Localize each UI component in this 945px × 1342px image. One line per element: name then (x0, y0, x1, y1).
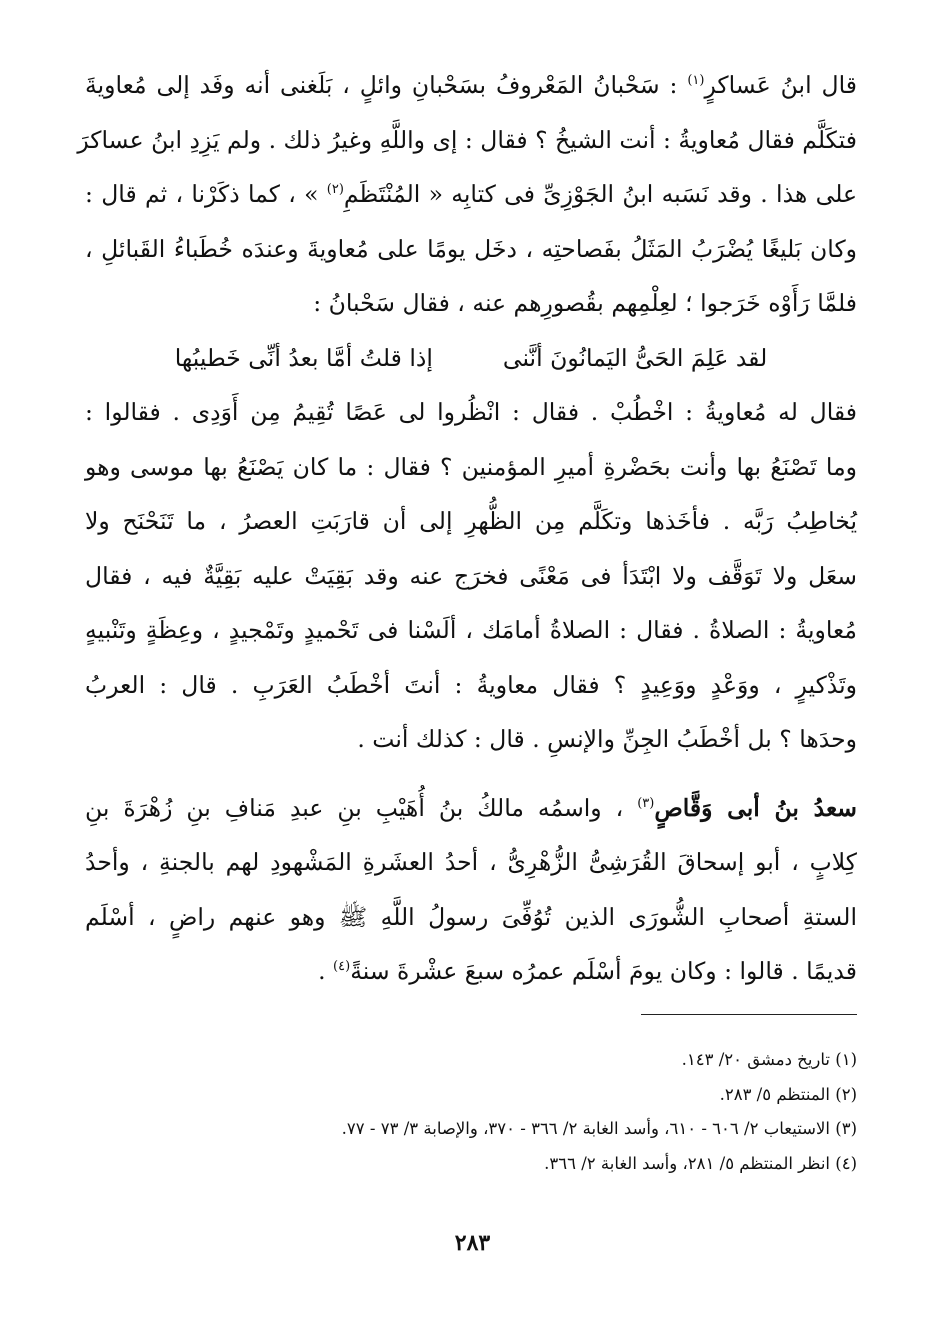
text-line: وحدَها ؟ بل أخْطَبُ الجِنِّ والإنسِ . قال : كذلك أنت . (357, 725, 857, 753)
text-line: وكان بَليغًا يُضْرَبُ المَثَلُ بفَصاحتِه ، دخَل يومًا على مُعاويةَ وعندَه خُطَباءُ القَبائلِ ، (85, 234, 857, 263)
page-number: ٢٨٣ (454, 1230, 491, 1256)
text-line: قديمًا . قالوا : وكان يومَ أسْلَم عمرُه سبعَ عشْرةَ سنةً$^{(٤)}$ . (318, 957, 857, 985)
text-line: سعَل ولا تَوَقَّف ولا ابْتَدَأ فى مَعْنًى فخرَج عنه وقد بَقِيَتْ عليه بَقِيَّةٌ فيه ، فقال (85, 561, 857, 590)
text-segment: » ، كما ذكَرْنا ، ثم قال : (85, 180, 319, 208)
footnote-mark[interactable]: (٣) (637, 795, 655, 811)
text-line: وتَذْكيرٍ ، ووَعْدٍ ووَعِيدٍ ؟ فقال معاويةُ : أنتَ أخْطَبُ العَرَبِ . قال : العربُ (85, 670, 857, 699)
footnote-mark[interactable]: (٤) (333, 959, 351, 975)
entry-heading: سعدُ بنُ أبى وَقَّاصٍ (654, 793, 857, 822)
text-segment: قديمًا . قالوا : وكان يومَ أسْلَم عمرُه سبعَ عشْرةَ سنةً (350, 957, 857, 985)
text-line: مُعاويةُ : الصلاةُ . فقال : الصلاةُ أمامَك ، ألَسْنا فى تَحْميدٍ وتَمْجيدٍ ، وعِظَةٍ وتَنْبيهٍ (85, 616, 857, 644)
footnote-item: (٢) المنتظم ٥/ ٢٨٣. (719, 1084, 857, 1104)
verse-hemistich-second: إذا قلتُ أمَّا بعدُ أنِّى خَطيبُها (174, 343, 433, 372)
text-line (85, 167, 857, 222)
text-line (85, 781, 857, 836)
text-line: فلمَّا رَأَوْه خَرَجوا ؛ لعِلْمِهم بقُصورِهم عنه ، فقال سَحْبانُ : (313, 289, 857, 317)
text-line: وما تَصْنَعُ بها وأنت بحَضْرةِ أميرِ المؤمنين ؟ فقال : ما كان يَصْنَعُ بها موسى وهو (85, 452, 857, 481)
footnote-item: (٣) الاستيعاب ٢/ ٦٠٦ - ٦١٠، وأسد الغابة ٢/ ٣٦٦ - ٣٧٠، والإصابة ٣/ ٧٣ - ٧٧. (341, 1119, 857, 1138)
text-line (85, 58, 857, 113)
text-line: كِلابٍ ، أبو إسحاقَ القُرَشِىُّ الزُّهْرِىُّ ، أحدُ العشَرةِ المَشْهودِ لهم بالجنةِ ، وأحدُ (85, 848, 857, 876)
text-line: فقال له مُعاويةُ : اخْطُبْ . فقال : انْظُروا لى عَصًا تُقِيمُ مِن أَوَدِى . فقالوا : (85, 398, 857, 426)
footnote-mark[interactable]: (٢) (326, 182, 344, 198)
verse-hemistich-first: لقد عَلِمَ الحَىُّ اليَمانُونَ أنَّنى (502, 343, 768, 372)
paragraph-gap (85, 767, 857, 781)
footnotes (85, 1043, 857, 1181)
footnote-divider (641, 1014, 857, 1015)
footnote-mark[interactable]: (١) (687, 73, 705, 89)
text-line: الستةِ أصحابِ الشُّورَى الذين تُوُفِّىَ رسولُ اللَّهِ ﷺ وهو عنهم راضٍ ، أسْلَم (85, 902, 857, 931)
main-text (77, 58, 857, 999)
text-segment: ، واسمُه مالكُ بنُ أُهَيْبِ بنِ عبدِ مَنافِ بنِ زُهْرَةَ بنِ (85, 793, 624, 822)
poetry-verse (85, 331, 857, 386)
footnote-item: (٤) انظر المنتظم ٥/ ٢٨١، وأسد الغابة ٢/ ٣٦٦. (544, 1153, 857, 1173)
text-segment: على هذا . وقد نَسَبه ابنُ الجَوْزِىِّ فى كتابِه « المُنْتَظَمِ (343, 180, 857, 208)
text-line: فتكَلَّم فقال مُعاويةُ : أنت الشيخُ ؟ فقال : إى واللَّهِ وغيرُ ذلك . ولم يَزِدِ ابنُ عساكرَ (77, 125, 857, 154)
text-line: يُخاطِبُ رَبَّه . فأخَذها وتكَلَّم مِن الظُّهرِ إلى أن قارَبَتِ العصرُ ، ما تَنَحْنَح ولا (85, 507, 857, 535)
text-segment: : سَحْبانُ المَعْروفُ بسَحْبانِ وائلٍ ، بَلَغنى أنه وفَد إلى مُعاويةَ (85, 71, 678, 99)
text-segment: قال ابنُ عَساكرٍ (704, 71, 857, 99)
footnote-item: (١) تاريخ دمشق ٢٠/ ١٤٣. (681, 1050, 857, 1069)
